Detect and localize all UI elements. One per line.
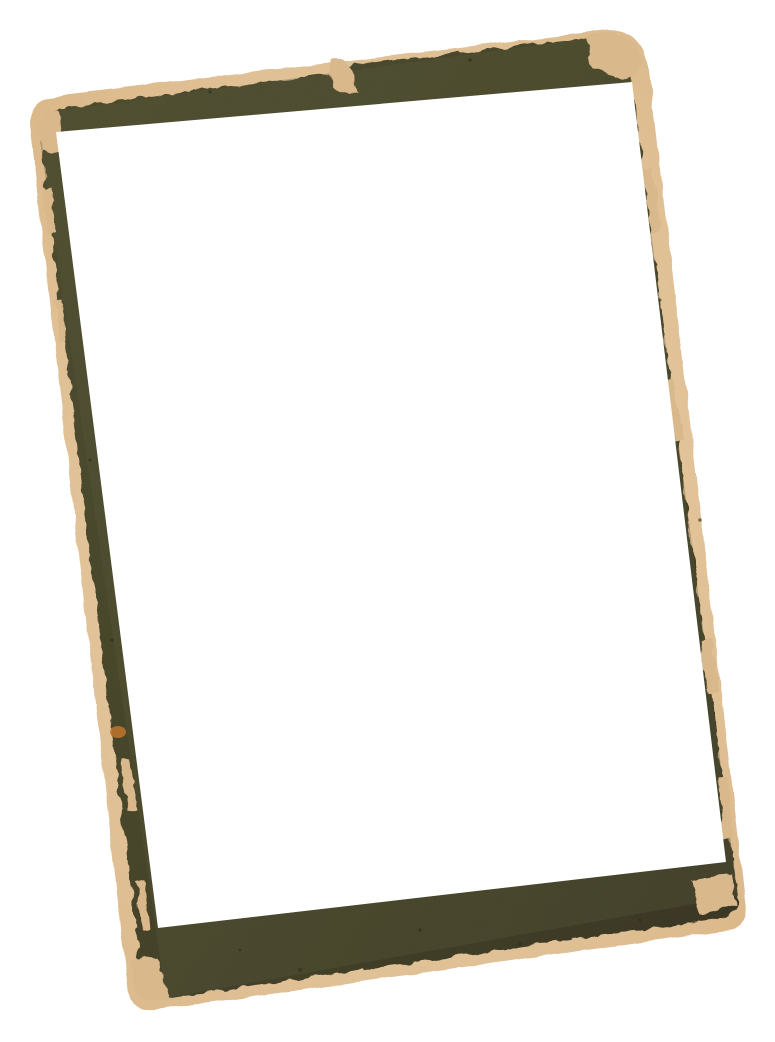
stain-spot	[110, 726, 126, 738]
photo-area	[56, 82, 726, 928]
